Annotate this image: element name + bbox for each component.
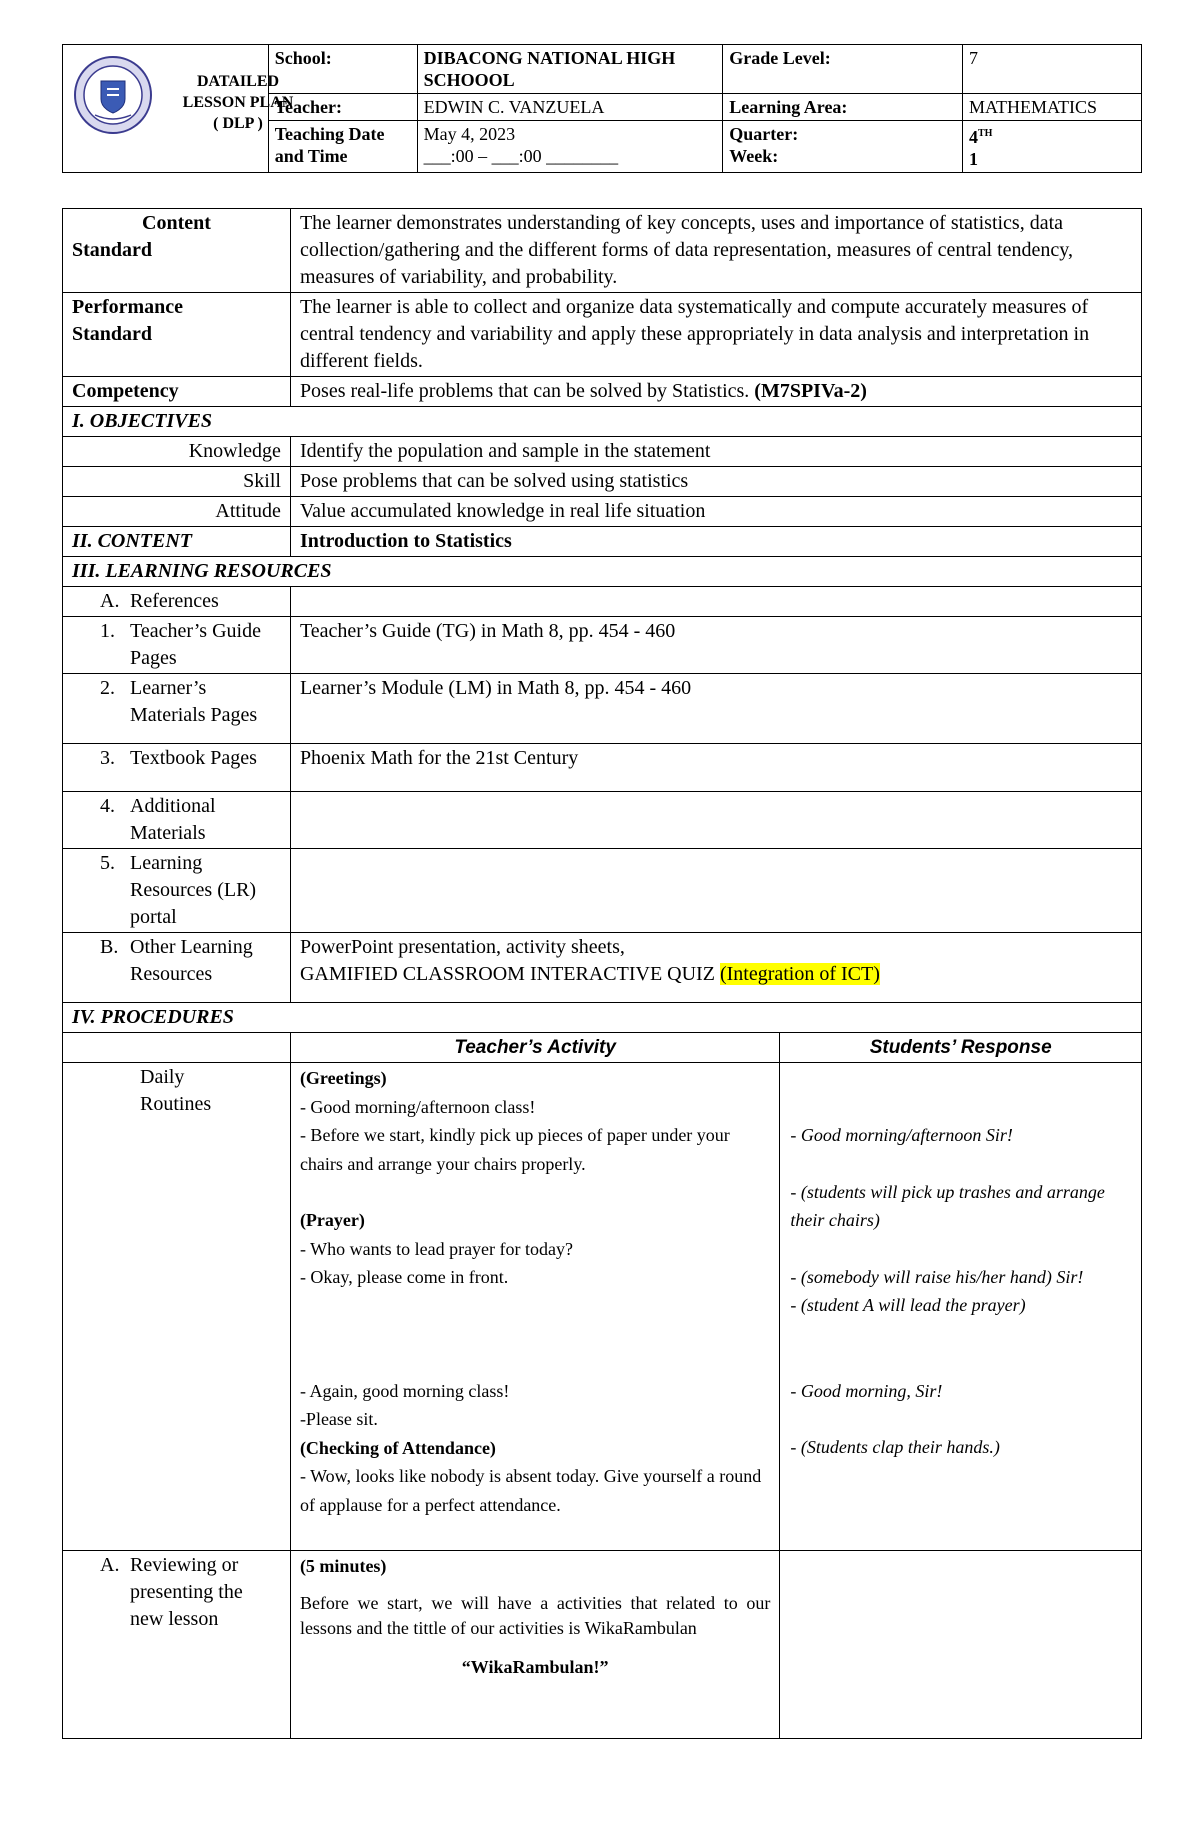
learners-materials-text: Learner’s Materials Pages (130, 677, 258, 726)
spacer (300, 1292, 770, 1377)
date-label: Teaching Date and Time (268, 121, 417, 173)
deped-seal-icon (73, 55, 153, 135)
student-line: - (student A will lead the prayer) (790, 1295, 1026, 1315)
quarter-week-labels (723, 121, 963, 173)
review-instructions: Before we start, we will have a activities that related to our lessons and the tittle of our activities is WikaRambulan (299, 1592, 771, 1638)
additional-materials-label-cell (63, 792, 291, 849)
procedures-column-header-row (63, 1033, 1142, 1063)
date-time-cell (417, 121, 723, 173)
teacher-label: Teacher: (268, 94, 417, 121)
activity-title: “WikaRambulan!” (461, 1656, 609, 1677)
teacher-line: - Who wants to lead prayer for today? (299, 1238, 574, 1259)
references-label (72, 588, 281, 615)
references-label-cell (63, 587, 291, 617)
week-label: Week: (729, 146, 779, 166)
teacher-line: -Please sit. (299, 1409, 378, 1429)
learners-materials-row (63, 674, 1142, 744)
resources-heading-row (63, 557, 1142, 587)
review-response-cell (780, 1551, 1142, 1739)
knowledge-label: Knowledge (63, 437, 291, 467)
textbook-num: 3. (100, 747, 115, 769)
learners-materials-value: Learner’s Module (LM) in Math 8, pp. 454 - 460 (290, 674, 1141, 744)
teachers-guide-label-cell (63, 617, 291, 674)
spacer (790, 1320, 1132, 1377)
area-value: MATHEMATICS (963, 94, 1142, 121)
teacher-value: EDWIN C. VANZUELA (417, 94, 723, 121)
lr-portal-row (63, 849, 1142, 933)
teacher-line: - Before we start, kindly pick up pieces of paper under your chairs and arrange your chairs properly. (299, 1125, 730, 1174)
dlp-label-line: DATAILED (196, 73, 280, 90)
textbook-text: Textbook Pages (130, 747, 257, 769)
area-label: Learning Area: (723, 94, 963, 121)
performance-standard-label-2: Standard (72, 323, 153, 345)
quarter-label: Quarter: (729, 124, 799, 144)
time-value: ___:00 – ___:00 ________ (423, 146, 619, 166)
teachers-guide-num: 1. (100, 620, 115, 642)
teachers-guide-label (72, 618, 281, 672)
quarter-value-line (969, 123, 1135, 148)
textbook-value: Phoenix Math for the 21st Century (290, 744, 1141, 792)
date-value: May 4, 2023 (423, 124, 516, 144)
school-label: School: (268, 45, 417, 94)
content-standard-label (63, 209, 291, 293)
other-resources-row (63, 933, 1142, 1003)
student-line: - Good morning, Sir! (790, 1380, 943, 1401)
textbook-label-cell (63, 744, 291, 792)
competency-row (63, 377, 1142, 407)
other-resources-value (290, 933, 1141, 1003)
procedures-heading: IV. PROCEDURES (63, 1003, 1142, 1033)
teacher-routine-cell (290, 1063, 779, 1551)
content-standard-label-2: Standard (72, 239, 153, 261)
content-standard-row (63, 209, 1142, 293)
performance-standard-label (63, 293, 291, 377)
performance-standard-row (63, 293, 1142, 377)
greetings-heading: (Greetings) (299, 1068, 387, 1088)
other-resources-num: B. (100, 936, 119, 958)
additional-materials-label (72, 793, 281, 847)
resources-heading: III. LEARNING RESOURCES (63, 557, 1142, 587)
skill-text: Pose problems that can be solved using statistics (290, 467, 1141, 497)
content-heading: II. CONTENT (63, 527, 291, 557)
school-value: DIBACONG NATIONAL HIGH SCHOOOL (417, 45, 723, 94)
other-resources-line-2 (300, 961, 1132, 988)
review-label-cell (63, 1551, 291, 1739)
student-line: - (students will pick up trashes and arrange their chairs) (790, 1181, 1105, 1230)
objectives-heading: I. OBJECTIVES (63, 407, 1142, 437)
lr-portal-label (72, 850, 281, 931)
references-text: References (130, 590, 219, 612)
teachers-guide-value: Teacher’s Guide (TG) in Math 8, pp. 454 - 460 (290, 617, 1141, 674)
other-resources-text: Other Learning Resources (130, 936, 253, 985)
knowledge-text: Identify the population and sample in the statement (290, 437, 1141, 467)
lr-portal-value (290, 849, 1141, 933)
dlp-label (158, 71, 318, 134)
teacher-line: - Again, good morning class! (299, 1380, 510, 1401)
references-value (290, 587, 1141, 617)
spacer (790, 1235, 1132, 1263)
performance-standard-label-1: Performance (72, 296, 184, 318)
additional-materials-text: Additional Materials (130, 795, 216, 844)
spacer (300, 1581, 770, 1591)
attitude-text: Value accumulated knowledge in real life situation (290, 497, 1141, 527)
grade-value: 7 (963, 45, 1142, 94)
textbook-row (63, 744, 1142, 792)
student-line: - Good morning/afternoon Sir! (790, 1125, 1013, 1145)
review-row (63, 1551, 1142, 1739)
competency-cell (290, 377, 1141, 407)
learners-materials-label-cell (63, 674, 291, 744)
learners-materials-label (72, 675, 281, 729)
spacer (790, 1150, 1132, 1178)
teacher-line: - Okay, please come in front. (299, 1267, 509, 1287)
student-line: - (somebody will raise his/her hand) Sir! (790, 1266, 1084, 1287)
review-text: Reviewing or presenting the new lesson (130, 1554, 243, 1630)
quarter-value: 4 (969, 127, 979, 147)
teachers-guide-row (63, 617, 1142, 674)
logo-cell (63, 45, 294, 173)
textbook-label (72, 745, 281, 772)
week-value: 1 (969, 149, 979, 169)
content-text: Introduction to Statistics (290, 527, 1141, 557)
objectives-heading-row (63, 407, 1142, 437)
student-response-header: Students’ Response (780, 1033, 1142, 1063)
spacer (790, 1405, 1132, 1433)
review-label (72, 1552, 281, 1633)
lr-portal-num: 5. (100, 852, 115, 874)
review-num: A. (100, 1554, 120, 1576)
daily-routines-label: Daily Routines (140, 1066, 212, 1115)
skill-row (63, 467, 1142, 497)
ict-integration-highlight: (Integration of ICT) (719, 963, 880, 985)
daily-routines-row (63, 1063, 1142, 1551)
lr-portal-text: Learning Resources (LR) portal (130, 852, 257, 928)
prayer-heading: (Prayer) (299, 1210, 365, 1230)
learners-materials-num: 2. (100, 677, 115, 699)
grade-label: Grade Level: (723, 45, 963, 94)
competency-label: Competency (63, 377, 291, 407)
teachers-guide-text: Teacher’s Guide Pages (130, 620, 261, 669)
content-row (63, 527, 1142, 557)
references-row (63, 587, 1142, 617)
performance-standard-text: The learner is able to collect and organize data systematically and compute accurately measures of central tendency and variability and apply these appropriately in data analysis and interpretation in different fields. (290, 293, 1141, 377)
competency-code: (M7SPIVa-2) (754, 380, 867, 402)
teacher-activity-header: Teacher’s Activity (290, 1033, 779, 1063)
review-activity-cell (290, 1551, 779, 1739)
spacer (300, 1178, 770, 1206)
student-routine-cell (780, 1063, 1142, 1551)
daily-routines-label-cell (63, 1063, 291, 1551)
attitude-row (63, 497, 1142, 527)
references-num: A. (100, 590, 120, 612)
attitude-label: Attitude (63, 497, 291, 527)
spacer (790, 1064, 1132, 1121)
spacer (300, 1641, 770, 1653)
review-minutes: (5 minutes) (299, 1556, 387, 1576)
additional-materials-row (63, 792, 1142, 849)
quarter-week-values (963, 121, 1142, 173)
header-table (62, 44, 1142, 173)
content-standard-text: The learner demonstrates understanding of key concepts, uses and importance of statistics, data collection/gathering and the different forms of data representation, measures of central tendency, measures of variability, and probability. (290, 209, 1141, 293)
additional-materials-value (290, 792, 1141, 849)
dlp-label-line: ( DLP ) (213, 115, 263, 132)
dlp-label-line: LESSON PLAN (182, 94, 294, 111)
student-line: - (Students clap their hands.) (790, 1437, 1000, 1457)
procedures-blank-header (63, 1033, 291, 1063)
procedures-heading-row (63, 1003, 1142, 1033)
additional-materials-num: 4. (100, 795, 115, 817)
teacher-line: - Wow, looks like nobody is absent today. Give yourself a round of applause for a perfect attendance. (299, 1466, 762, 1515)
other-resources-label (72, 934, 281, 988)
other-resources-label-cell (63, 933, 291, 1003)
competency-text: Poses real-life problems that can be solved by Statistics. (299, 380, 750, 402)
lr-portal-label-cell (63, 849, 291, 933)
lesson-plan-table (62, 208, 1142, 1739)
knowledge-row (63, 437, 1142, 467)
skill-label: Skill (63, 467, 291, 497)
attendance-heading: (Checking of Attendance) (299, 1437, 496, 1458)
gamified-quiz-text: GAMIFIED CLASSROOM INTERACTIVE QUIZ (299, 963, 715, 985)
teacher-line: - Good morning/afternoon class! (299, 1096, 536, 1117)
other-resources-line-1: PowerPoint presentation, activity sheets, (299, 936, 625, 958)
content-standard-label-1: Content (142, 212, 211, 234)
quarter-sup: TH (978, 128, 993, 139)
